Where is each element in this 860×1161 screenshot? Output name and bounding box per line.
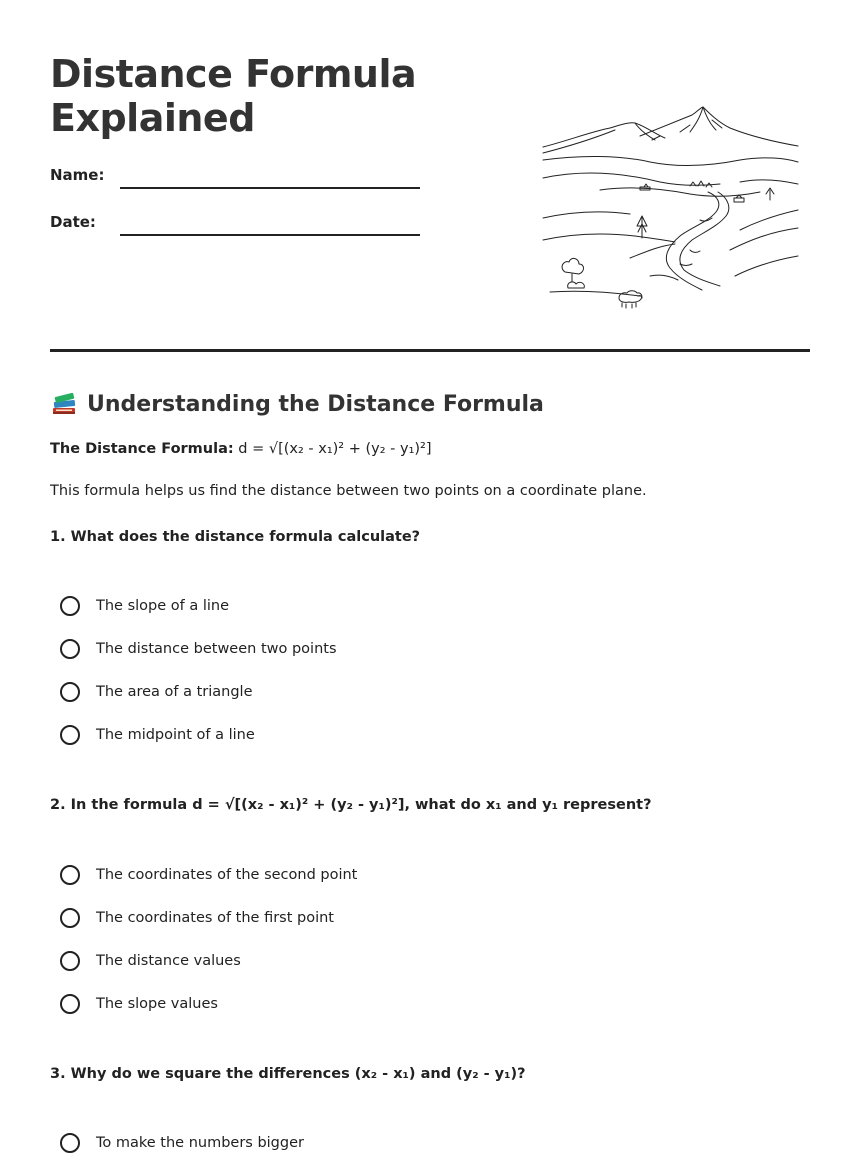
option-label: The slope of a line (96, 598, 230, 614)
question-1: 1. What does the distance formula calculate? (50, 529, 421, 545)
title-line-2: Explained (50, 96, 255, 140)
name-label: Name: (50, 166, 105, 184)
q1-option-b[interactable] (60, 636, 337, 662)
option-label: The slope values (96, 996, 218, 1012)
header-divider (50, 349, 810, 352)
option-label: The distance between two points (96, 641, 337, 657)
option-label: To make the numbers bigger (96, 1135, 304, 1151)
q1-option-a[interactable] (60, 593, 229, 619)
radio-button[interactable] (60, 639, 80, 659)
option-label: The coordinates of the second point (96, 867, 358, 883)
question-2: 2. In the formula d = √[(x₂ - x₁)² + (y₂ - y₁)²], what do x₁ and y₁ represent? (50, 797, 652, 813)
q1-option-d[interactable] (60, 722, 255, 748)
radio-button[interactable] (60, 865, 80, 885)
date-label: Date: (50, 213, 96, 231)
page-title (50, 52, 490, 140)
formula: d = √[(x₂ - x₁)² + (y₂ - y₁)²] (238, 441, 432, 457)
radio-button[interactable] (60, 596, 80, 616)
radio-button[interactable] (60, 725, 80, 745)
intro-text: This formula helps us find the distance between two points on a coordinate plane. (50, 483, 647, 499)
q2-option-c[interactable] (60, 948, 241, 974)
formula-label: The Distance Formula: (50, 441, 234, 457)
q2-option-b[interactable] (60, 905, 334, 931)
name-field (50, 166, 420, 196)
date-input-line[interactable] (120, 234, 420, 236)
date-field (50, 213, 420, 243)
formula-line (50, 441, 432, 457)
option-label: The distance values (96, 953, 241, 969)
section-heading (50, 388, 544, 420)
books-icon (50, 390, 78, 418)
option-label: The area of a triangle (96, 684, 253, 700)
section-title: Understanding the Distance Formula (87, 391, 544, 417)
radio-button[interactable] (60, 682, 80, 702)
question-3: 3. Why do we square the differences (x₂ - x₁) and (y₂ - y₁)? (50, 1066, 526, 1082)
option-label: The coordinates of the first point (96, 910, 334, 926)
q2-option-a[interactable] (60, 862, 357, 888)
title-line-1: Distance Formula (50, 52, 417, 96)
radio-button[interactable] (60, 951, 80, 971)
radio-button[interactable] (60, 908, 80, 928)
q1-option-c[interactable] (60, 679, 253, 705)
name-input-line[interactable] (120, 187, 420, 189)
option-label: The midpoint of a line (96, 727, 255, 743)
q2-option-d[interactable] (60, 991, 218, 1017)
radio-button[interactable] (60, 994, 80, 1014)
radio-button[interactable] (60, 1133, 80, 1153)
landscape-illustration (540, 100, 800, 315)
q3-option-a[interactable] (60, 1130, 304, 1156)
